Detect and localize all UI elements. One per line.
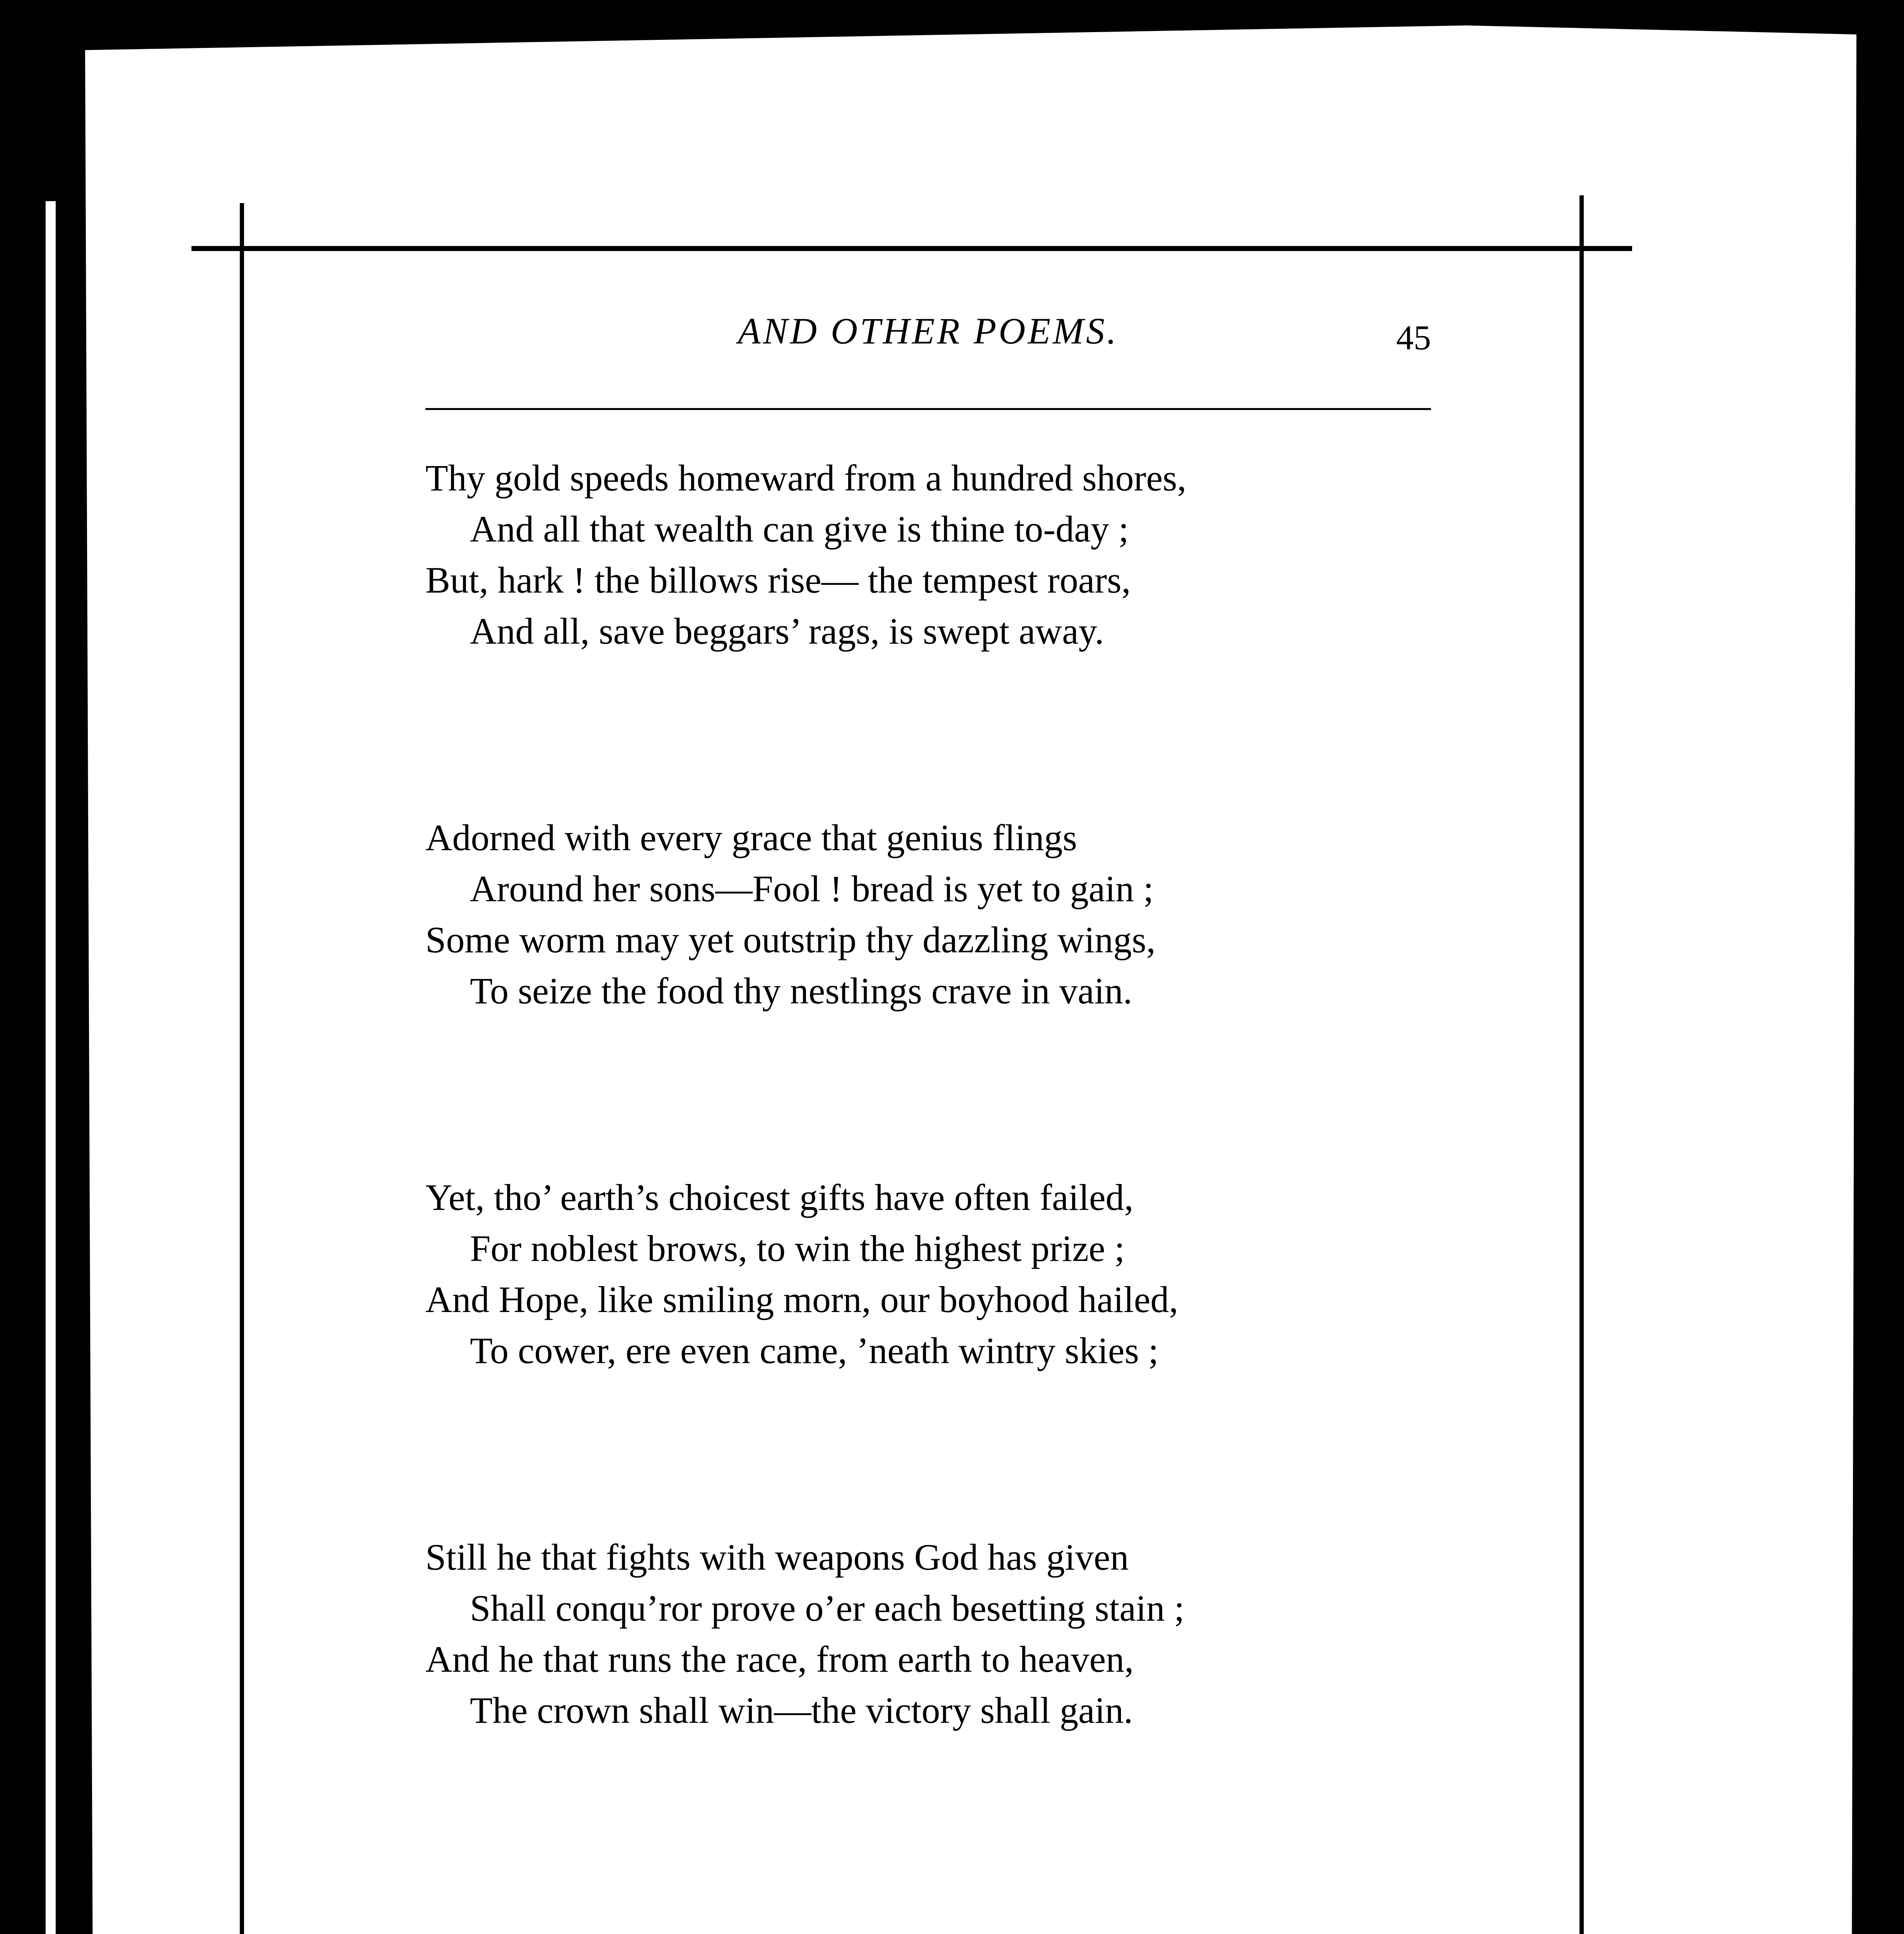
poem-line: To seize the food thy nestlings crave in vain. [470,970,1132,1011]
poem-line: To cower, ere even came, ’neath wintry skies ; [470,1330,1159,1371]
binding-edge [46,201,56,1934]
stanza-1 [425,453,1470,657]
poem-line: Shall conqu’ror prove o’er each besetting stain ; [470,1587,1185,1629]
stanza-4 [425,1532,1470,1736]
stanza-3 [425,1172,1470,1376]
poem-line: Still he that fights with weapons God has given [425,1536,1129,1578]
poem-body [425,453,1470,1891]
poem-line: The crown shall win—the victory shall gain. [470,1690,1133,1731]
poem-line: But, hark ! the billows rise— the tempest roars, [425,559,1131,601]
frame-left-rule [240,203,244,1934]
poem-line: Around her sons—Fool ! bread is yet to gain ; [470,868,1154,909]
poem-line: And all that wealth can give is thine to-day ; [470,508,1129,550]
poem-line: And all, save beggars’ rags, is swept away. [470,610,1104,652]
poem-line: Yet, tho’ earth’s choicest gifts have often failed, [425,1177,1134,1218]
poem-line: Adorned with every grace that genius flings [425,817,1077,858]
poem-line: And he that runs the race, from earth to heaven, [425,1638,1134,1680]
frame-right-rule [1580,195,1584,1934]
poem-line: For noblest brows, to win the highest prize ; [470,1228,1125,1269]
stanza-2 [425,812,1470,1017]
header-rule [425,408,1431,410]
page-number: 45 [1396,319,1431,357]
poem-line: Thy gold speeds homeward from a hundred shores, [425,457,1187,499]
poem-line: Some worm may yet outstrip thy dazzling wings, [425,919,1156,960]
poem-line: And Hope, like smiling morn, our boyhood hailed, [425,1279,1178,1320]
running-title: AND OTHER POEMS. [738,310,1118,352]
frame-top-rule [191,246,1632,251]
